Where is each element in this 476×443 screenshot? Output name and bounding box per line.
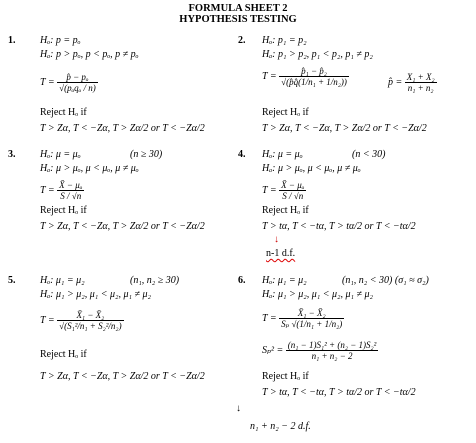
section-6-pooled-variance xyxy=(262,340,378,361)
section-3-h0: Hₒ: μ = μₒ xyxy=(40,149,81,160)
section-2-t-num: p̂₁ − p̂₂ xyxy=(279,66,349,77)
section-3-criterion: T > Zα, T < −Zα, T > Zα/2 or T < −Zα/2 xyxy=(40,221,205,232)
section-4-df: n-1 d.f. xyxy=(266,248,296,259)
section-5-t-lhs: T = xyxy=(40,314,55,326)
section-5-h0: Hₒ: μ₁ = μ₂ xyxy=(40,275,85,286)
section-2-pool-lhs: p̂ = xyxy=(388,76,403,88)
arrow-down-icon: ↓ xyxy=(274,234,279,245)
section-5-t-den: √(S₁²/n₁ + S₂²/n₂) xyxy=(59,321,122,331)
section-3-reject: Reject Hₒ if xyxy=(40,205,87,216)
section-5-reject: Reject Hₒ if xyxy=(40,349,87,360)
section-6-t-num: X̄₁ − X̄₂ xyxy=(279,308,344,319)
section-5-criterion: T > Zα, T < −Zα, T > Zα/2 or T < −Zα/2 xyxy=(40,371,205,382)
section-4-reject: Reject Hₒ if xyxy=(262,205,309,216)
section-4-number: 4. xyxy=(238,149,246,160)
section-4-t-num: X̄ − μₒ xyxy=(281,180,305,190)
section-6-sp-fraction xyxy=(286,340,379,361)
section-2-pool-fraction xyxy=(405,72,437,93)
section-6-statistic xyxy=(262,308,344,329)
section-1-ha: Hₐ: p > pₒ, p < pₒ, p ≠ pₒ xyxy=(40,49,139,60)
section-2-t-lhs: T = xyxy=(262,70,277,82)
section-3-t-den: S / √n xyxy=(60,191,82,201)
section-3-fraction xyxy=(57,180,84,201)
section-6-ha: Hₐ: μ₁ > μ₂, μ₁ < μ₂, μ₁ ≠ μ₂ xyxy=(262,289,373,300)
section-2-reject: Reject Hₒ if xyxy=(262,107,309,118)
section-1-h0: Hₒ: p = pₒ xyxy=(40,35,81,46)
section-3-number: 3. xyxy=(8,149,16,160)
section-6-df: n₁ + n₂ − 2 d.f. xyxy=(250,421,311,432)
section-6-sp-num: (n₁ − 1)S₁² + (n₂ − 1)S₂² xyxy=(287,340,377,350)
sheet-subtitle: HYPOTHESIS TESTING xyxy=(179,14,297,25)
section-6-criterion: T > tα, T < −tα, T > tα/2 or T < −tα/2 xyxy=(262,387,416,398)
section-3-t-num: X̄ − μₒ xyxy=(59,180,83,190)
section-3-condition: (n ≥ 30) xyxy=(130,149,163,160)
section-4-fraction xyxy=(279,180,306,201)
sheet-title: FORMULA SHEET 2 xyxy=(188,3,288,14)
section-1-t-num: p̂ − pₒ xyxy=(57,72,98,83)
section-6-condition: (n₁, n₂ < 30) (σ₁ ≈ σ₂) xyxy=(342,275,429,286)
section-5-t-num: X̄₁ − X̄₂ xyxy=(57,310,123,321)
arrow-down-icon-2: ↓ xyxy=(236,403,241,414)
section-3-ha: Hₐ: μ > μₒ, μ < μₒ, μ ≠ μₒ xyxy=(40,163,139,174)
section-4-t-den: S / √n xyxy=(282,191,304,201)
section-1-reject: Reject Hₒ if xyxy=(40,107,87,118)
section-6-t-den: Sₚ √(1/n₁ + 1/n₂) xyxy=(281,319,343,329)
section-1-fraction xyxy=(57,72,98,93)
section-5-condition: (n₁, n₂ ≥ 30) xyxy=(130,275,180,286)
section-4-ha: Hₐ: μ > μₒ, μ < μₒ, μ ≠ μₒ xyxy=(262,163,361,174)
section-6-sp-den: n₁ + n₂ − 2 xyxy=(311,351,353,361)
section-2-ha: Hₐ: p₁ > p₂, p₁ < p₂, p₁ ≠ p₂ xyxy=(262,49,373,60)
section-5-statistic xyxy=(40,310,124,331)
section-5-fraction xyxy=(57,310,123,331)
section-4-h0: Hₒ: μ = μₒ xyxy=(262,149,303,160)
section-2-criterion: T > Zα, T < −Zα, T > Zα/2 or T < −Zα/2 xyxy=(262,123,427,134)
section-4-condition: (n < 30) xyxy=(352,149,386,160)
section-6-t-lhs: T = xyxy=(262,312,277,324)
section-2-t-den: √(p̂q̂(1/n₁ + 1/n₂)) xyxy=(281,77,347,87)
section-6-fraction xyxy=(279,308,344,329)
section-6-h0: Hₒ: μ₁ = μ₂ xyxy=(262,275,307,286)
section-2-number: 2. xyxy=(238,35,246,46)
section-6-reject: Reject Hₒ if xyxy=(262,371,309,382)
section-1-t-den: √(pₒqₒ / n) xyxy=(59,83,96,93)
section-1-statistic xyxy=(40,72,98,93)
section-1-criterion: T > Zα, T < −Zα, T > Zα/2 or T < −Zα/2 xyxy=(40,123,205,134)
section-1-t-lhs: T = xyxy=(40,76,55,88)
section-2-pooled xyxy=(388,72,437,93)
section-3-t-lhs: T = xyxy=(40,184,55,196)
section-2-statistic xyxy=(262,66,349,87)
section-2-fraction xyxy=(279,66,349,87)
section-2-h0: Hₒ: p₁ = p₂ xyxy=(262,35,307,46)
section-4-t-lhs: T = xyxy=(262,184,277,196)
section-5-ha: Hₐ: μ₁ > μ₂, μ₁ < μ₂, μ₁ ≠ μ₂ xyxy=(40,289,151,300)
section-1-number: 1. xyxy=(8,35,16,46)
section-3-statistic xyxy=(40,180,84,201)
section-2-pool-num: X₁ + X₂ xyxy=(406,72,435,82)
section-6-sp-lhs: Sₚ² = xyxy=(262,344,284,356)
section-4-criterion: T > tα, T < −tα, T > tα/2 or T < −tα/2 xyxy=(262,221,416,232)
section-5-number: 5. xyxy=(8,275,16,286)
section-4-statistic xyxy=(262,180,306,201)
section-2-pool-den: n₁ + n₂ xyxy=(407,83,434,93)
section-6-number: 6. xyxy=(238,275,246,286)
